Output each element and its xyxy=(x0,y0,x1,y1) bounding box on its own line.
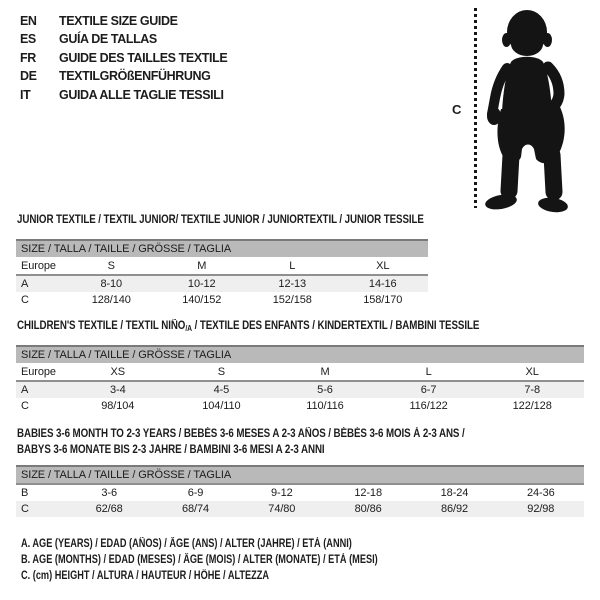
value-cell: 6-7 xyxy=(420,384,437,396)
babies-title-line1: BABIES 3-6 MONTH TO 2-3 YEARS / BEBÉS 3-6 MESES A 2-3 AÑOS / BÉBÉS 3-6 MOIS À 2-3 ANS / xyxy=(17,428,465,440)
children-title-subscript: /A xyxy=(185,324,192,333)
value-cell: 92/98 xyxy=(527,503,555,515)
language-label: GUÍA DE TALLAS xyxy=(59,32,157,47)
footnote-age-years: A. AGE (YEARS) / EDAD (AÑOS) / ÂGE (ANS) / ALTER (JAHRE) / ETÀ (ANNI) xyxy=(21,538,352,550)
size-header-row xyxy=(16,466,584,484)
table-row-age xyxy=(16,275,428,292)
size-cell: M xyxy=(157,257,248,275)
value-cell: 7-8 xyxy=(524,384,540,396)
value-cell: 14-16 xyxy=(368,278,397,290)
language-code: ES xyxy=(20,32,36,47)
value-cell: 4-5 xyxy=(213,384,230,396)
row-header-cell: C xyxy=(21,294,29,306)
size-header-cell: SIZE / TALLA / TAILLE / GRÖSSE / TAGLIA xyxy=(16,466,584,484)
footnote-height: C. (cm) HEIGHT / ALTURA / HAUTEUR / HÖHE / ALTEZZA xyxy=(21,570,270,582)
value-cell: 86/92 xyxy=(440,503,468,515)
language-code: DE xyxy=(20,69,37,84)
size-cell: XS xyxy=(66,363,170,381)
children-size-table xyxy=(16,345,584,414)
language-row xyxy=(20,30,227,48)
value-cell: 12-13 xyxy=(278,278,307,290)
value-cell: 24-36 xyxy=(527,487,555,499)
language-row xyxy=(20,12,227,30)
size-cell: L xyxy=(377,363,481,381)
value-cell: 158/170 xyxy=(363,294,403,306)
size-header-row xyxy=(16,240,428,257)
table-row-europe xyxy=(16,257,428,275)
language-row xyxy=(20,67,227,85)
babies-title-line2: BABYS 3-6 MONATE BIS 2-3 JAHRE / BAMBINI 3-6 MESI A 2-3 ANNI xyxy=(17,444,325,456)
babies-table-title xyxy=(17,426,465,458)
row-header-cell: A xyxy=(21,278,29,290)
value-cell: 140/152 xyxy=(182,294,222,306)
row-header-cell: Europe xyxy=(16,257,66,275)
value-cell: 12-18 xyxy=(354,487,382,499)
language-row xyxy=(20,86,227,104)
value-cell: 116/122 xyxy=(409,400,448,412)
height-measure-label: C xyxy=(452,102,462,117)
language-code: EN xyxy=(20,14,37,28)
children-title-text: CHILDREN'S TEXTILE / TEXTIL NIÑO xyxy=(17,320,186,332)
size-header-row xyxy=(16,346,584,363)
value-cell: 68/74 xyxy=(181,503,209,515)
value-cell: 6-9 xyxy=(187,487,204,499)
children-table-title xyxy=(17,320,479,333)
table-row-age xyxy=(16,381,584,398)
language-row xyxy=(20,49,227,67)
value-cell: 3-6 xyxy=(101,487,117,499)
value-cell: 3-4 xyxy=(109,384,126,396)
value-cell: 110/116 xyxy=(306,400,344,412)
table-row-europe xyxy=(16,363,584,381)
size-header-cell: SIZE / TALLA / TAILLE / GRÖSSE / TAGLIA xyxy=(16,240,428,257)
toddler-silhouette-icon xyxy=(480,5,585,215)
language-code: FR xyxy=(20,50,36,65)
legend-block xyxy=(21,536,467,584)
size-cell: XL xyxy=(480,363,584,381)
value-cell: 128/140 xyxy=(91,294,131,306)
row-header-cell: B xyxy=(21,487,29,499)
table-row-height xyxy=(16,292,428,308)
junior-size-table xyxy=(16,239,428,308)
value-cell: 9-12 xyxy=(271,487,293,499)
value-cell: 62/68 xyxy=(95,503,123,515)
value-cell: 8-10 xyxy=(100,278,123,290)
size-cell: S xyxy=(170,363,274,381)
value-cell: 152/158 xyxy=(272,294,312,306)
language-title-block xyxy=(20,12,227,104)
language-label: GUIDE DES TAILLES TEXTILE xyxy=(59,50,228,65)
height-measure-dashed-line xyxy=(474,8,477,208)
language-label: TEXTILE SIZE GUIDE xyxy=(59,14,178,28)
babies-size-table xyxy=(16,465,584,517)
value-cell: 18-24 xyxy=(440,487,469,499)
table-row-age-months xyxy=(16,484,584,501)
footnote-age-months: B. AGE (MONTHS) / EDAD (MESES) / ÂGE (MOIS) / ALTER (MONATE) / ETÀ (MESI) xyxy=(21,554,378,566)
value-cell: 80/86 xyxy=(354,503,382,515)
row-header-cell: A xyxy=(21,384,29,396)
junior-table-title: JUNIOR TEXTILE / TEXTIL JUNIOR/ TEXTILE JUNIOR / JUNIORTEXTIL / JUNIOR TESSILE xyxy=(17,214,424,226)
language-code: IT xyxy=(20,87,31,102)
value-cell: 5-6 xyxy=(317,384,333,396)
size-cell: M xyxy=(273,363,377,381)
size-header-cell: SIZE / TALLA / TAILLE / GRÖSSE / TAGLIA xyxy=(16,346,584,363)
row-header-cell: C xyxy=(21,503,29,515)
language-label: GUIDA ALLE TAGLIE TESSILI xyxy=(59,87,224,102)
table-row-height xyxy=(16,398,584,414)
row-header-cell: Europe xyxy=(16,363,66,381)
children-title-text: / TEXTILE DES ENFANTS / KINDERTEXTIL / BAMBINI TESSILE xyxy=(191,320,480,332)
table-row-height xyxy=(16,501,584,517)
value-cell: 74/80 xyxy=(268,503,296,515)
size-cell: XL xyxy=(338,257,429,275)
value-cell: 122/128 xyxy=(512,400,552,412)
value-cell: 98/104 xyxy=(101,400,135,412)
row-header-cell: C xyxy=(21,400,29,412)
value-cell: 104/110 xyxy=(202,400,241,412)
language-label: TEXTILGRÖßENFÜHRUNG xyxy=(59,69,211,84)
size-cell: L xyxy=(247,257,338,275)
size-cell: S xyxy=(66,257,157,275)
value-cell: 10-12 xyxy=(187,278,216,290)
